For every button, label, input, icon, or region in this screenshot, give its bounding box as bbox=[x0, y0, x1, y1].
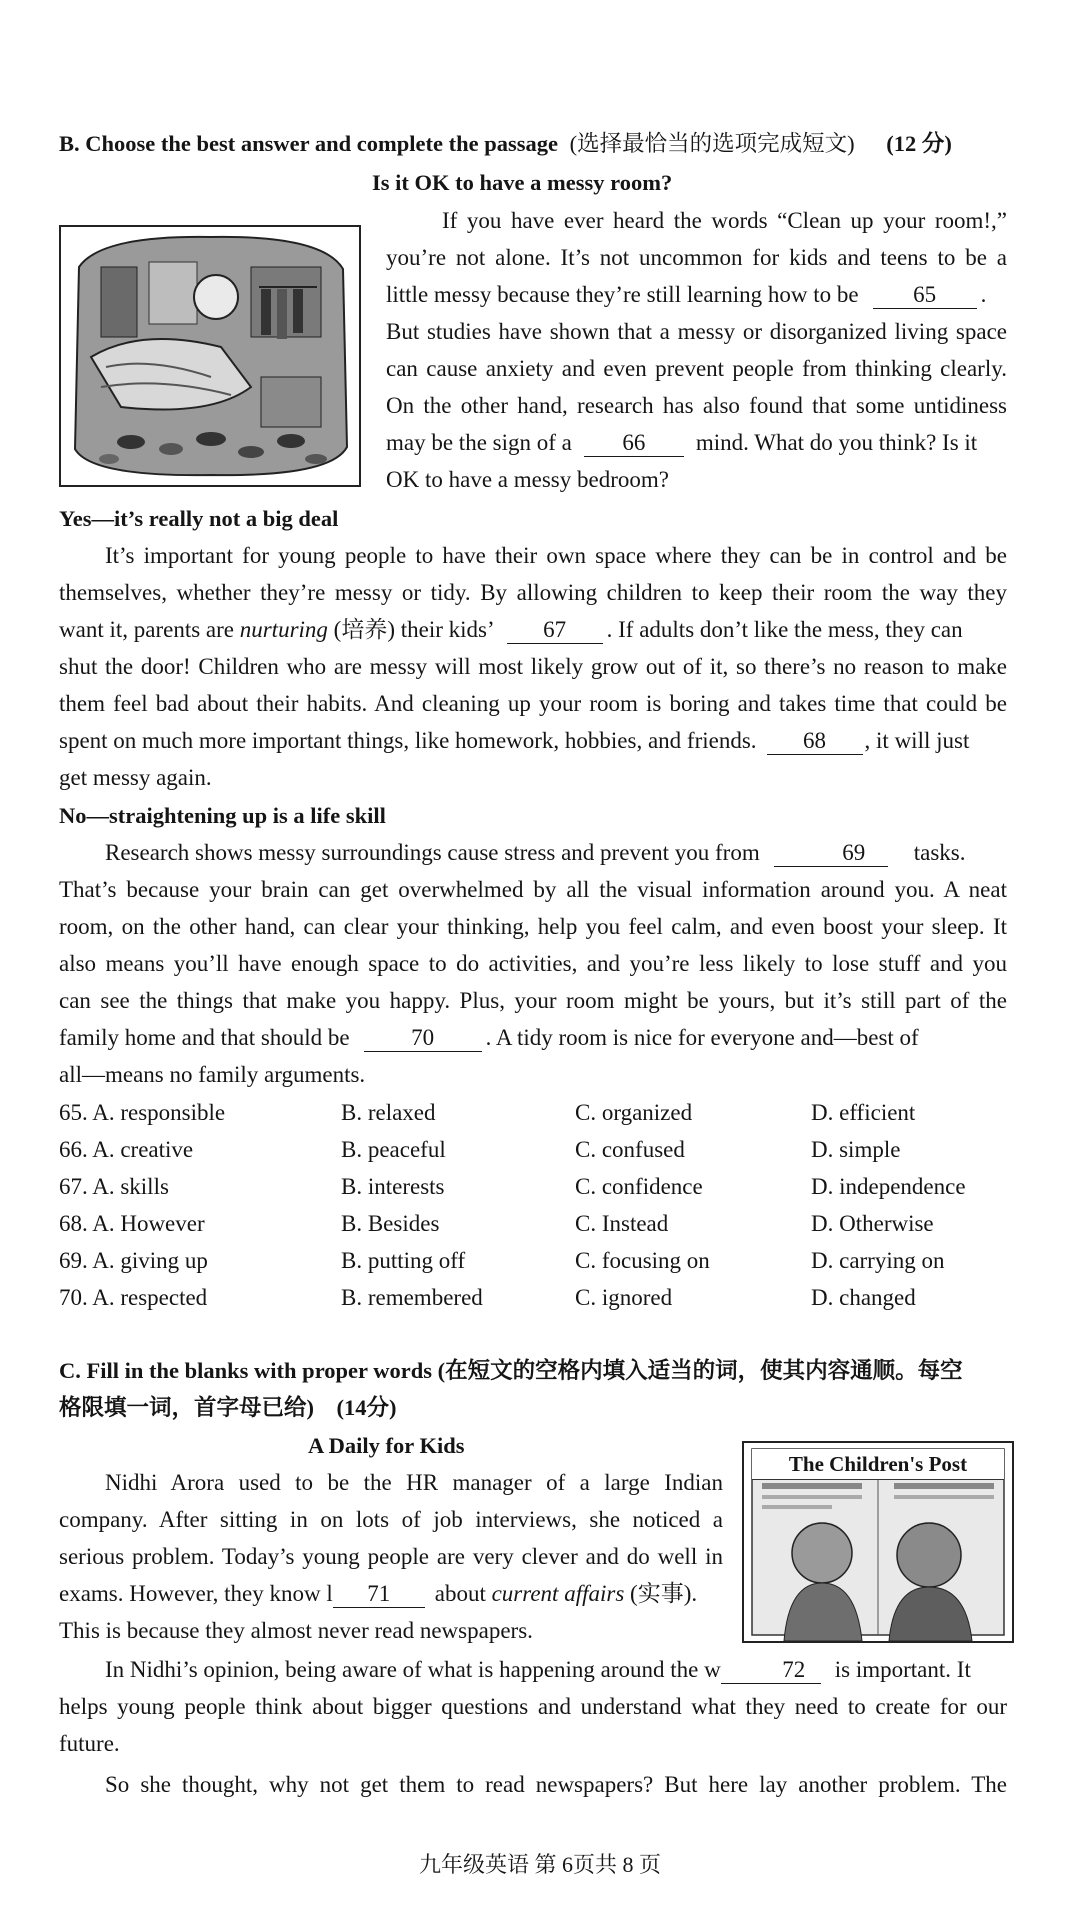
option-66-c[interactable]: C. confused bbox=[575, 1137, 685, 1162]
intro-line-6: On the other hand, research has also found that some untidiness bbox=[386, 393, 1007, 418]
option-68-a[interactable]: 68. A. However bbox=[59, 1211, 205, 1236]
c-line-9: So she thought, why not get them to read newspapers? But here lay another problem. The bbox=[105, 1772, 1007, 1797]
options-66 bbox=[59, 1131, 1019, 1168]
page-footer: 九年级英语 第 6页共 8 页 bbox=[418, 1852, 661, 1877]
option-70-a[interactable]: 70. A. respected bbox=[59, 1285, 208, 1310]
section-b-title-text: B. Choose the best answer and complete the passage bbox=[59, 131, 558, 156]
section-b-title-cn: (选择最恰当的选项完成短文) bbox=[569, 131, 855, 156]
yes-line-5: them feel bad about their habits. And cleaning up your room is boring and takes time that could be bbox=[59, 691, 1007, 716]
option-65-b[interactable]: B. relaxed bbox=[341, 1100, 436, 1125]
option-70-b[interactable]: B. remembered bbox=[341, 1285, 483, 1310]
option-70-c[interactable]: C. ignored bbox=[575, 1285, 673, 1310]
no-line-6: family home and that should be 70 . A tidy room is nice for everyone and—best of bbox=[59, 1025, 919, 1050]
no-line-1: Research shows messy surroundings cause stress and prevent you from 69 tasks. bbox=[105, 840, 966, 865]
option-67-a[interactable]: 67. A. skills bbox=[59, 1174, 169, 1199]
option-69-a[interactable]: 69. A. giving up bbox=[59, 1248, 208, 1273]
blank-72[interactable]: 72 bbox=[721, 1657, 821, 1684]
intro-line-1: If you have ever heard the words “Clean up your room!,” bbox=[442, 208, 1007, 233]
blank-66[interactable]: 66 bbox=[584, 430, 684, 457]
option-69-b[interactable]: B. putting off bbox=[341, 1248, 466, 1273]
no-line-4: also means you’ll have enough space to do activities, and you’re less likely to lose stuff and you bbox=[59, 951, 1007, 976]
options-65 bbox=[59, 1094, 1019, 1131]
blank-67[interactable]: 67 bbox=[507, 617, 603, 644]
blank-71[interactable]: 71 bbox=[333, 1581, 425, 1608]
no-heading: No—straightening up is a life skill bbox=[59, 803, 386, 828]
c-line-1: Nidhi Arora used to be the HR manager of a large Indian bbox=[105, 1470, 723, 1495]
yes-line-4: shut the door! Children who are messy will most likely grow out of it, so there’s no reason to make bbox=[59, 654, 1007, 679]
yes-line-2: themselves, whether they’re messy or tidy. By allowing children to keep their room the way they bbox=[59, 580, 1007, 605]
messy-room-drawing bbox=[61, 227, 359, 485]
newspaper-masthead: The Children's Post bbox=[752, 1449, 1004, 1480]
yes-line-1: It’s important for young people to have their own space where they can be in control and be bbox=[105, 543, 1007, 568]
option-66-a[interactable]: 66. A. creative bbox=[59, 1137, 194, 1162]
intro-line-7: may be the sign of a 66 mind. What do you think? Is it bbox=[386, 430, 978, 455]
c-line-6: In Nidhi’s opinion, being aware of what is happening around the w 72 is important. It bbox=[105, 1657, 971, 1682]
newspaper-illustration bbox=[742, 1441, 1014, 1643]
c-line-8: future. bbox=[59, 1731, 120, 1756]
option-68-b[interactable]: B. Besides bbox=[341, 1211, 440, 1236]
options-70 bbox=[59, 1279, 1019, 1316]
no-line-3: room, on the other hand, can clear your thinking, help you feel calm, and even boost your sleep. It bbox=[59, 914, 1007, 939]
option-65-d[interactable]: D. efficient bbox=[811, 1100, 916, 1125]
intro-line-4: But studies have shown that a messy or disorganized living space bbox=[386, 319, 1007, 344]
option-68-c[interactable]: C. Instead bbox=[575, 1211, 669, 1236]
section-b-points: (12 分) bbox=[886, 131, 952, 156]
option-69-c[interactable]: C. focusing on bbox=[575, 1248, 710, 1273]
option-67-d[interactable]: D. independence bbox=[811, 1174, 966, 1199]
no-line-7: all—means no family arguments. bbox=[59, 1062, 366, 1087]
passage-c-title: A Daily for Kids bbox=[308, 1433, 465, 1458]
yes-line-7: get messy again. bbox=[59, 765, 212, 790]
option-69-d[interactable]: D. carrying on bbox=[811, 1248, 945, 1273]
c-line-4: exams. However, they know l 71 about current affairs (实事). bbox=[59, 1581, 698, 1606]
option-65-c[interactable]: C. organized bbox=[575, 1100, 693, 1125]
passage-b-title: Is it OK to have a messy room? bbox=[372, 170, 673, 195]
section-c-title-1: C. Fill in the blanks with proper words (在短文的空格内填入适当的词，使其内容通顺。每空 bbox=[59, 1358, 963, 1383]
blank-70[interactable]: 70 bbox=[364, 1025, 482, 1052]
yes-line-6: spent on much more important things, like homework, hobbies, and friends. 68 , it will just bbox=[59, 728, 970, 753]
yes-heading: Yes—it’s really not a big deal bbox=[59, 506, 339, 531]
intro-line-3: little messy because they’re still learning how to be 65 . bbox=[386, 282, 987, 307]
intro-line-2: you’re not alone. It’s not uncommon for kids and teens to be a bbox=[386, 245, 1007, 270]
option-66-d[interactable]: D. simple bbox=[811, 1137, 901, 1162]
intro-line-5: can cause anxiety and even prevent people from thinking clearly. bbox=[386, 356, 1007, 381]
c-line-2: company. After sitting in on lots of job interviews, she noticed a bbox=[59, 1507, 723, 1532]
options-69 bbox=[59, 1242, 1019, 1279]
c-line-7: helps young people think about bigger questions and understand what they need to create for our bbox=[59, 1694, 1007, 1719]
c-line-3: serious problem. Today’s young people are very clever and do well in bbox=[59, 1544, 723, 1569]
option-70-d[interactable]: D. changed bbox=[811, 1285, 916, 1310]
no-line-2: That’s because your brain can get overwhelmed by all the visual information around you. A neat bbox=[59, 877, 1007, 902]
blank-68[interactable]: 68 bbox=[767, 728, 863, 755]
yes-line-3: want it, parents are nurturing (培养) their kids’ 67 . If adults don’t like the mess, they can bbox=[59, 617, 963, 642]
c-line-5: This is because they almost never read newspapers. bbox=[59, 1618, 533, 1643]
blank-65[interactable]: 65 bbox=[873, 282, 977, 309]
option-66-b[interactable]: B. peaceful bbox=[341, 1137, 446, 1162]
option-65-a[interactable]: 65. A. responsible bbox=[59, 1100, 226, 1125]
options-68 bbox=[59, 1205, 1019, 1242]
option-67-b[interactable]: B. interests bbox=[341, 1174, 445, 1199]
intro-line-8: OK to have a messy bedroom? bbox=[386, 467, 669, 492]
section-c-title-2: 格限填一词，首字母已给) (14分) bbox=[59, 1395, 397, 1420]
blank-69[interactable]: 69 bbox=[774, 840, 888, 867]
options-67 bbox=[59, 1168, 1019, 1205]
no-line-5: can see the things that make you happy. Plus, your room might be yours, but it’s still part of the bbox=[59, 988, 1007, 1013]
messy-room-illustration bbox=[59, 225, 361, 487]
section-b-title bbox=[59, 125, 952, 162]
option-68-d[interactable]: D. Otherwise bbox=[811, 1211, 934, 1236]
option-67-c[interactable]: C. confidence bbox=[575, 1174, 703, 1199]
